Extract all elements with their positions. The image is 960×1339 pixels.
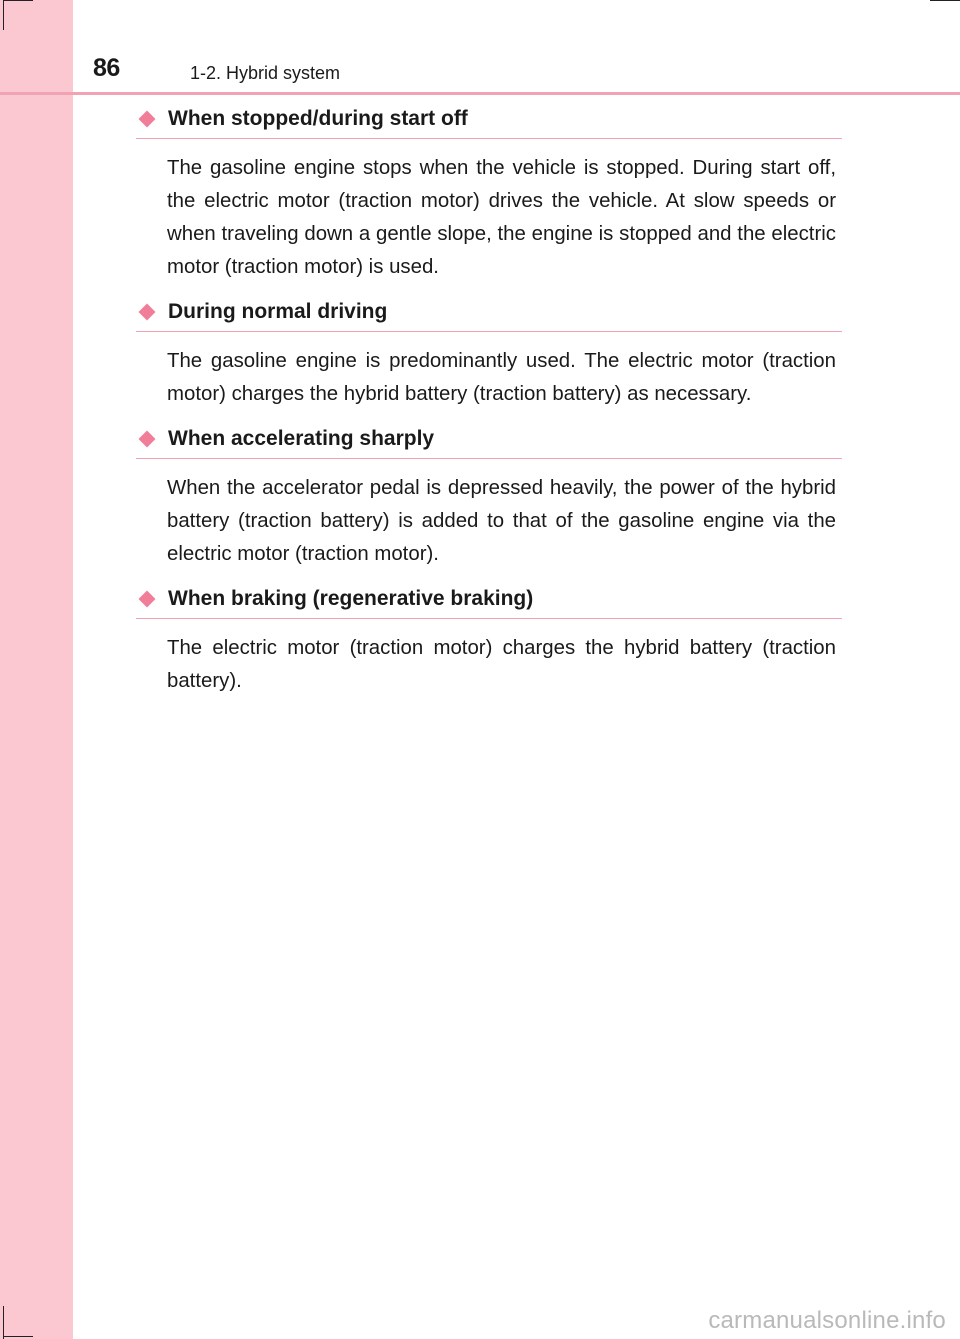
section-heading <box>136 420 842 459</box>
section-regenerative-braking <box>136 580 842 707</box>
section-normal-driving <box>136 293 842 420</box>
crop-mark-top-right-h <box>930 0 960 1</box>
watermark-text: carmanualsonline.info <box>708 1307 946 1334</box>
diamond-bullet-icon <box>139 431 156 448</box>
section-heading-text: During normal driving <box>168 300 388 323</box>
section-body-text: The electric motor (traction motor) charges the hybrid battery (traction battery). <box>167 637 836 692</box>
diamond-bullet-icon <box>139 591 156 608</box>
section-heading <box>136 100 842 139</box>
diamond-bullet-icon <box>139 304 156 321</box>
crop-mark-top-left-h <box>3 0 33 1</box>
header-rule <box>0 92 960 95</box>
section-heading-text: When accelerating sharply <box>168 427 435 450</box>
section-heading-text: When stopped/during start off <box>168 107 468 130</box>
crop-mark-bottom-left-h <box>3 1336 33 1337</box>
page-number: 86 <box>93 54 120 82</box>
section-body-text: When the accelerator pedal is depressed heavily, the power of the hybrid battery (traction battery) is added to that of the gasoline engine via the electric motor (traction motor). <box>167 477 836 565</box>
section-body-text: The gasoline engine stops when the vehicle is stopped. During start off, the electric motor (traction motor) drives the vehicle. At slow speeds or when traveling down a gentle slope, the engine is stopped and the electric motor (traction motor) is used. <box>167 157 836 278</box>
section-accelerating-sharply <box>136 420 842 580</box>
running-section-title: 1-2. Hybrid system <box>190 63 341 83</box>
main-content <box>136 100 842 707</box>
section-body-text: The gasoline engine is predominantly used. The electric motor (traction motor) charges the hybrid battery (traction battery) as necessary. <box>167 350 836 405</box>
section-heading-text: When braking (regenerative braking) <box>168 587 534 610</box>
crop-mark-top-left-v <box>3 0 4 30</box>
crop-mark-bottom-left-v <box>3 1306 4 1339</box>
diamond-bullet-icon <box>139 111 156 128</box>
section-heading <box>136 580 842 619</box>
section-heading <box>136 293 842 332</box>
side-color-band <box>0 0 73 1339</box>
section-stopped-start-off <box>136 100 842 293</box>
